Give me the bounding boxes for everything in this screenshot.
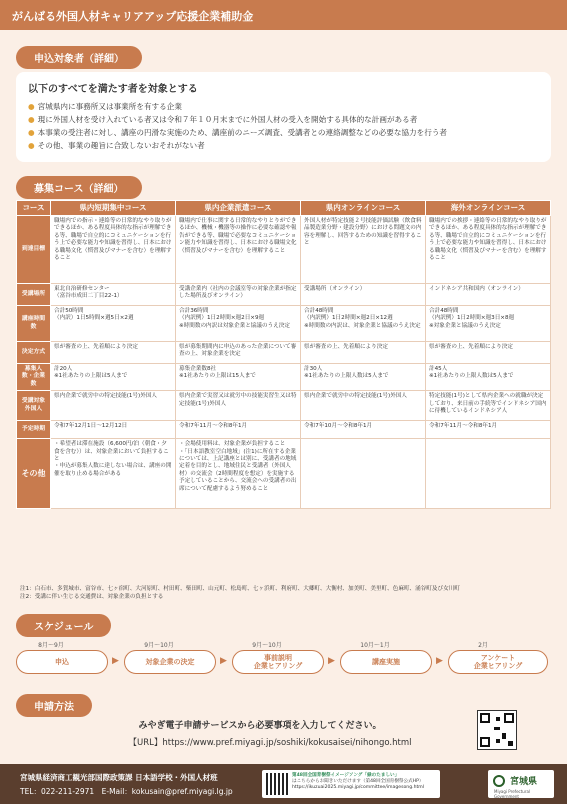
schedule-step-briefing: 事前説明 企業ヒアリング bbox=[232, 650, 324, 674]
course-row bbox=[17, 364, 551, 391]
course-row-label: 予定時期 bbox=[17, 421, 51, 439]
logo-subtitle: Miyagi Prefectural Government bbox=[494, 789, 531, 799]
application-instruction: みやぎ電子申請サービスから必要事項を入力してください。 bbox=[138, 721, 382, 731]
course-row-label: 受講場所 bbox=[17, 284, 51, 306]
header-bar bbox=[0, 0, 567, 30]
application-url[interactable]: 【URL】https://www.pref.miyagi.jp/soshiki/kokusaisei/nihongo.html bbox=[128, 738, 412, 748]
schedule-month: 9月～10月 bbox=[252, 642, 282, 649]
course-cell: 外国人材が特定技能２号技能評価試験（飲食料品製造業分野・建設分野）における問題文の内容を理解し、回答するための知識を習得すること bbox=[301, 216, 426, 284]
schedule-step-course: 講座実施 bbox=[340, 650, 432, 674]
course-column-header: 海外オンラインコース bbox=[426, 201, 551, 216]
course-row bbox=[17, 306, 551, 342]
banner-title: 第48回全国育樹祭イメージソング「緑のたましい」 bbox=[292, 773, 400, 778]
course-cell: 受講場所（オンライン） bbox=[301, 284, 426, 306]
footer-organization: 宮城県経済商工観光部国際政策課 日本語学校・外国人材班 bbox=[20, 773, 218, 782]
arrow-right-icon: ▶ bbox=[328, 656, 335, 666]
schedule-step-survey: アンケート 企業ヒアリング bbox=[448, 650, 548, 674]
course-cell: 県内企業で実習又は就労中の技能実習生又は特定技能(1号)外国人 bbox=[176, 391, 301, 421]
schedule-section-label: スケジュール bbox=[16, 614, 111, 637]
course-row-label: 受講対象外国人 bbox=[17, 391, 51, 421]
course-cell: 合計48時間 （内訳例）1日2時間×週3日×8週 ※対象企業と協議のうえ決定 bbox=[426, 306, 551, 342]
course-cell: 職場内での挨拶・連絡等の日常的なやり取りができるほか、ある程度具体的な指示が理解できる等、職場で自立的にコミュニケーションを行う上で必要な能力や知識を習得し、日本における職場文化（慣習及びマナーを含む）を理解すること bbox=[426, 216, 551, 284]
schedule-month: 8月～9月 bbox=[38, 642, 64, 649]
song-banner[interactable] bbox=[262, 770, 440, 798]
course-cell: 合計50時間 （内訳）1日5時間×週5日×2週 bbox=[51, 306, 176, 342]
bullet-icon: ● bbox=[28, 128, 35, 137]
course-cell: 県が審査の上、先着順により決定 bbox=[51, 342, 176, 364]
application-section-label: 申請方法 bbox=[16, 694, 92, 717]
course-cell: インドネシア共和国内（オンライン） bbox=[426, 284, 551, 306]
banner-qr-icon bbox=[266, 773, 288, 795]
course-cell: 合計48時間 （内訳例）1日2時間×週2日×12週 ※時間数の内訳は、対象企業と協議のうえ決定 bbox=[301, 306, 426, 342]
course-row-label: 講座時間数 bbox=[17, 306, 51, 342]
emblem-icon bbox=[493, 775, 505, 787]
logo-name: 宮城県 bbox=[510, 777, 538, 787]
course-row-label: 募集人数・企業数 bbox=[17, 364, 51, 391]
course-cell: 県が審査の上、先着順により決定 bbox=[301, 342, 426, 364]
banner-subtitle: はこちらからお聞きいただけます（第48回全国育樹祭公式HP） bbox=[292, 779, 424, 784]
course-cell: 令和7年11月～令和8年1月 bbox=[426, 421, 551, 439]
course-cell bbox=[301, 439, 426, 509]
prefecture-logo bbox=[488, 770, 554, 798]
course-cell: 令和7年11月～令和8年1月 bbox=[176, 421, 301, 439]
course-cell bbox=[426, 439, 551, 509]
course-row bbox=[17, 216, 551, 284]
arrow-right-icon: ▶ bbox=[220, 656, 227, 666]
eligibility-list bbox=[28, 100, 539, 152]
bullet-icon: ● bbox=[28, 141, 35, 150]
course-cell: 県内企業で就労中の特定技能(1号)外国人 bbox=[301, 391, 426, 421]
course-row-label: 決定方式 bbox=[17, 342, 51, 364]
course-cell: 受講企業内（社内の会議室等の対象企業が指定した場所及びオンライン） bbox=[176, 284, 301, 306]
eligibility-item: ● 本事業の受注者に対し、講座の円滑な実施のため、講座前のニーズ調査、受講者との連絡調整などの必要な協力を行う者 bbox=[28, 128, 448, 137]
eligibility-item: ● その他、事業の趣旨に合致しないおそれがない者 bbox=[28, 141, 205, 150]
schedule-month: 2月 bbox=[478, 642, 488, 649]
eligibility-item: ● 宮城県内に事務所又は事業所を有する企業 bbox=[28, 102, 182, 111]
bullet-icon: ● bbox=[28, 102, 35, 111]
course-header-row bbox=[17, 201, 551, 216]
footer-contact: TEL：022-211-2971 E-Mail：kokusain@pref.miyagi.lg.jp bbox=[20, 787, 233, 796]
course-cell: ・希望者は滞在施設（6,600円/泊（朝食・夕食を含む））は、対象企業において負担すること ・申込が募集人数に達しない場合は、講座の開催を取り止める場合がある bbox=[51, 439, 176, 509]
course-cell: 計20人 ※1社あたりの上限は5人まで bbox=[51, 364, 176, 391]
note-line: 注1：白石市、多賀城市、富谷市、七ヶ宿町、大河原町、村田町、柴田町、山元町、松島町、七ヶ浜町、利府町、大郷町、大衡村、加美町、美里町、色麻町、涌谷町及び女川町 bbox=[20, 586, 460, 592]
course-cell: 県が審査の上、先着順により決定 bbox=[426, 342, 551, 364]
course-cell: 計30人 ※1社あたりの上限人数は5人まで bbox=[301, 364, 426, 391]
course-row bbox=[17, 342, 551, 364]
course-cell: 県が募集期間内に申込のあった企業について審査の上、対象企業を決定 bbox=[176, 342, 301, 364]
eligibility-section-label: 申込対象者（詳細） bbox=[16, 46, 142, 69]
eligibility-box bbox=[16, 72, 551, 162]
schedule-step-selection: 対象企業の決定 bbox=[124, 650, 216, 674]
eligibility-item: ● 現に外国人材を受け入れている者又は令和７年１０月末までに外国人材の受入を開始する具体的な計画がある者 bbox=[28, 115, 418, 124]
course-cell: 合計36時間 （内訳例）1日2時間×週2日×9週 ※時間数の内訳は対象企業と協議のうえ決定 bbox=[176, 306, 301, 342]
course-column-header: 県内企業派遣コース bbox=[176, 201, 301, 216]
course-cell: 職場内での指示・連絡等の日常的なやり取りができるほか、ある程度具体的な指示が理解できる等、職場で自立的にコミュニケーションを行う上で必要な能力や知識を習得し、日本における職場文化（慣習及びマナーを含む）を理解すること bbox=[51, 216, 176, 284]
arrow-right-icon: ▶ bbox=[112, 656, 119, 666]
eligibility-intro: 以下のすべてを満たす者を対象とする bbox=[28, 84, 198, 95]
course-cell: 令和7年10月～令和8年1月 bbox=[301, 421, 426, 439]
course-row-label: その他 bbox=[17, 439, 51, 509]
schedule-step-apply: 申込 bbox=[16, 650, 108, 674]
course-cell: ・会場使用料は、対象企業が負担すること ・「日本語教室空白地域」(注1)に所在する企業については、上記講座とは別に、受講者の地域定着を目的とし、地域住民と受講者（外国人材）の交流会（2時間程度を想定）を実施する予定していることから、交流会への受講者の出席について配慮するよう努めること bbox=[176, 439, 301, 509]
banner-url: https://ikuzuai2025.miyagi.jp/committee/imagesong.html bbox=[292, 785, 425, 790]
course-table bbox=[16, 200, 551, 509]
course-cell: 県内企業で就労中の特定技能(1号)外国人 bbox=[51, 391, 176, 421]
qr-code-icon[interactable] bbox=[477, 710, 517, 750]
course-row-label: 到達目標 bbox=[17, 216, 51, 284]
schedule-month: 10月～1月 bbox=[360, 642, 390, 649]
course-cell: 計45人 ※1社あたりの上限人数は5人まで bbox=[426, 364, 551, 391]
footer bbox=[0, 764, 567, 804]
course-cell: 募集企業数8社 ※1社あたりの上限は15人まで bbox=[176, 364, 301, 391]
course-table-wrap bbox=[16, 200, 551, 580]
course-column-header: 県内短期集中コース bbox=[51, 201, 176, 216]
course-row bbox=[17, 391, 551, 421]
note-line: 注2：受講に伴い生じる交通費は、対象企業の負担とする bbox=[20, 594, 164, 600]
course-notes bbox=[20, 585, 550, 601]
course-cell: 令和7年12月1日～12月12日 bbox=[51, 421, 176, 439]
document-title: がんばる外国人材キャリアアップ応援企業補助金 bbox=[12, 10, 254, 23]
course-cell: 東北自治研修センター （富谷市成田二丁目22-1） bbox=[51, 284, 176, 306]
course-row bbox=[17, 421, 551, 439]
course-cell: 特定技能(1号)として県内企業への就職が決定しており、来日前の手続等でインドネシア国内に待機しているインドネシア人 bbox=[426, 391, 551, 421]
schedule-flow bbox=[16, 640, 551, 688]
course-corner: コース bbox=[17, 201, 51, 216]
bullet-icon: ● bbox=[28, 115, 35, 124]
schedule-month: 9月～10月 bbox=[144, 642, 174, 649]
course-row bbox=[17, 284, 551, 306]
arrow-right-icon: ▶ bbox=[436, 656, 443, 666]
course-cell: 職場内で仕事に関する日常的なやりとりができるほか、機械・機器等の操作に必要な確認や報告ができる等、職場で必要なコミュニケーション能力や知識を習得し、日本における職場文化（慣習及びマナーを含む）を理解すること bbox=[176, 216, 301, 284]
courses-section-label: 募集コース（詳細） bbox=[16, 176, 142, 199]
course-column-header: 県内オンラインコース bbox=[301, 201, 426, 216]
course-row bbox=[17, 439, 551, 509]
